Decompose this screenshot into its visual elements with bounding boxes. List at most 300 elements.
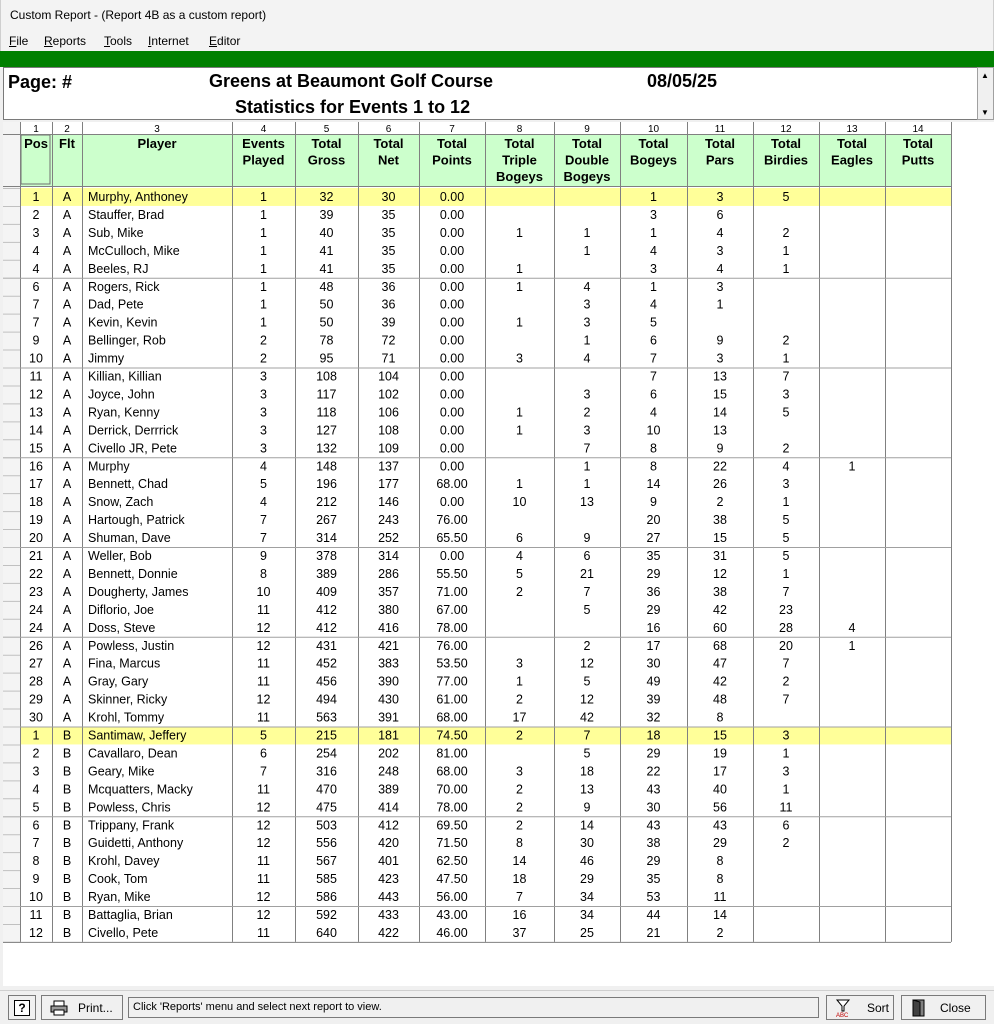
cell-total-triple-bogeys: 1 <box>516 477 523 492</box>
cell-total-triple-bogeys: 4 <box>516 549 523 563</box>
cell-total-net: 35 <box>381 243 396 258</box>
cell-total-net: 443 <box>378 890 399 905</box>
cell-player: Battaglia, Brian <box>88 908 173 922</box>
cell-total-pars: 47 <box>713 656 727 671</box>
cell-total-gross: 254 <box>316 746 337 761</box>
cell-events-played: 5 <box>260 477 267 492</box>
column-number-4: 4 <box>260 124 267 135</box>
cell-total-points: 68.00 <box>436 477 468 492</box>
scroll-down-arrow-icon[interactable]: ▼ <box>981 108 989 117</box>
cell-events-played: 3 <box>260 423 267 438</box>
header-total-putts-line-1: Total <box>902 136 934 151</box>
cell-flight: A <box>62 531 72 546</box>
cell-flight: A <box>62 297 72 312</box>
help-button[interactable] <box>8 995 36 1020</box>
cell-total-gross: 412 <box>316 620 337 635</box>
cell-total-points: 0.00 <box>439 261 465 276</box>
cell-player: Killian, Killian <box>88 369 162 384</box>
cell-total-birdies: 3 <box>782 477 790 492</box>
cell-total-pars: 42 <box>713 602 727 617</box>
cell-events-played: 2 <box>260 351 267 366</box>
cell-total-gross: 196 <box>316 477 337 492</box>
cell-player: Mcquatters, Macky <box>88 782 193 797</box>
cell-events-played: 11 <box>257 854 270 869</box>
cell-total-points: 0.00 <box>439 315 465 330</box>
cell-player: Hartough, Patrick <box>88 513 185 528</box>
cell-total-points: 55.50 <box>436 566 468 581</box>
cell-total-birdies: 1 <box>782 495 790 510</box>
cell-total-net: 181 <box>378 728 399 743</box>
cell-total-birdies: 23 <box>779 602 793 617</box>
cell-total-double-bogeys: 3 <box>583 315 591 330</box>
row-selector-strip <box>3 122 20 942</box>
cell-total-bogeys: 29 <box>646 566 661 581</box>
menu-internet[interactable]: Internet <box>148 34 189 48</box>
cell-total-gross: 127 <box>316 423 337 438</box>
cell-total-bogeys: 3 <box>650 207 657 222</box>
cell-total-bogeys: 5 <box>650 315 657 330</box>
column-number-14: 14 <box>912 124 924 135</box>
cell-total-double-bogeys: 2 <box>583 405 591 420</box>
report-header <box>3 67 977 120</box>
cell-total-birdies: 2 <box>782 674 790 689</box>
cell-player: Powless, Chris <box>88 800 171 815</box>
column-number-2: 2 <box>64 124 70 135</box>
cell-total-double-bogeys: 21 <box>580 566 594 581</box>
cell-total-gross: 389 <box>316 566 337 581</box>
cell-total-points: 46.00 <box>436 925 468 940</box>
cell-total-bogeys: 44 <box>646 908 661 922</box>
cell-total-triple-bogeys: 1 <box>516 405 523 420</box>
header-total-net-line-2: Net <box>378 152 399 168</box>
cell-total-double-bogeys: 1 <box>583 477 591 492</box>
cell-total-points: 71.50 <box>436 836 468 851</box>
cell-events-played: 7 <box>260 513 267 528</box>
cell-total-bogeys: 8 <box>650 459 657 474</box>
cell-total-pars: 38 <box>713 584 727 599</box>
cell-total-birdies: 5 <box>782 190 790 204</box>
cell-total-net: 420 <box>378 836 399 851</box>
cell-total-net: 243 <box>378 513 399 528</box>
cell-flight: A <box>62 441 72 456</box>
header-total-bogeys-line-1: Total <box>638 136 669 151</box>
cell-total-pars: 68 <box>713 638 727 653</box>
cell-flight: B <box>62 908 72 922</box>
cell-events-played: 1 <box>260 190 267 204</box>
cell-total-points: 65.50 <box>436 531 468 546</box>
cell-total-bogeys: 1 <box>650 279 657 294</box>
cell-flight: A <box>62 549 72 563</box>
cell-total-net: 416 <box>378 620 399 635</box>
cell-flight: A <box>62 710 72 725</box>
cell-total-net: 252 <box>378 531 399 546</box>
cell-total-bogeys: 4 <box>650 243 657 258</box>
help-icon: ? <box>14 1000 30 1016</box>
column-number-7: 7 <box>449 124 455 135</box>
cell-total-gross: 267 <box>316 513 337 528</box>
cell-player: Weller, Bob <box>88 549 152 563</box>
cell-total-pars: 15 <box>713 728 727 743</box>
cell-total-birdies: 1 <box>782 243 790 258</box>
cell-pos: 15 <box>29 441 43 456</box>
cell-flight: B <box>62 818 72 833</box>
cell-total-double-bogeys: 6 <box>583 549 591 563</box>
cell-events-played: 4 <box>260 495 267 510</box>
cell-player: Dougherty, James <box>88 584 189 599</box>
cell-total-double-bogeys: 34 <box>580 890 594 905</box>
cell-total-birdies: 28 <box>779 620 793 635</box>
cell-total-points: 0.00 <box>439 423 465 438</box>
cell-total-bogeys: 14 <box>646 477 661 492</box>
cell-total-pars: 6 <box>716 207 724 222</box>
cell-player: Sub, Mike <box>88 225 144 240</box>
header-total-pars-line-2: Pars <box>705 152 735 168</box>
cell-total-triple-bogeys: 6 <box>516 531 523 546</box>
cell-pos: 1 <box>32 190 40 204</box>
cell-flight: A <box>62 477 72 492</box>
cell-player: Ryan, Mike <box>88 890 151 905</box>
cell-total-net: 36 <box>381 279 396 294</box>
cell-total-bogeys: 43 <box>646 818 661 833</box>
menu-editor[interactable]: Editor <box>209 34 241 48</box>
cell-total-bogeys: 38 <box>646 836 661 851</box>
cell-total-birdies: 4 <box>782 459 790 474</box>
cell-total-net: 72 <box>381 333 396 348</box>
cell-total-double-bogeys: 1 <box>583 333 591 348</box>
cell-pos: 2 <box>32 746 40 761</box>
cell-total-birdies: 2 <box>782 225 790 240</box>
cell-total-gross: 592 <box>316 908 337 922</box>
header-total-triple-bogeys-line-2: Triple <box>502 152 537 168</box>
cell-total-triple-bogeys: 3 <box>516 351 523 366</box>
menu-tools[interactable]: Tools <box>104 34 133 48</box>
cell-flight: A <box>62 351 72 366</box>
cell-player: Derrick, Derrrick <box>88 423 179 438</box>
cell-total-gross: 456 <box>316 674 337 689</box>
cell-total-pars: 3 <box>716 351 724 366</box>
cell-total-net: 414 <box>378 800 399 815</box>
cell-flight: B <box>62 854 72 869</box>
stats-title: Statistics for Events 1 to 12 <box>235 97 471 117</box>
cell-total-gross: 132 <box>316 441 337 456</box>
cell-events-played: 9 <box>260 549 267 563</box>
cell-total-triple-bogeys: 14 <box>512 854 527 869</box>
cell-total-points: 76.00 <box>436 638 468 653</box>
cell-total-bogeys: 7 <box>650 351 657 366</box>
cell-total-birdies: 7 <box>782 692 790 707</box>
cell-player: Murphy <box>88 459 130 474</box>
cell-total-gross: 215 <box>316 728 337 743</box>
cell-total-points: 0.00 <box>439 333 465 348</box>
cell-flight: B <box>62 800 72 815</box>
cell-total-pars: 19 <box>713 746 727 761</box>
cell-pos: 6 <box>32 279 40 294</box>
cell-pos: 16 <box>29 459 43 474</box>
cell-flight: B <box>62 925 72 940</box>
cell-events-played: 7 <box>260 531 267 546</box>
cell-total-double-bogeys: 25 <box>580 925 594 940</box>
cell-total-gross: 452 <box>316 656 337 671</box>
cell-total-triple-bogeys: 3 <box>516 656 523 671</box>
cell-total-gross: 585 <box>316 872 337 887</box>
cell-total-gross: 314 <box>316 531 337 546</box>
cell-total-triple-bogeys: 1 <box>516 225 523 240</box>
cell-total-net: 430 <box>378 692 399 707</box>
cell-player: Rogers, Rick <box>88 279 160 294</box>
cell-total-net: 35 <box>381 225 396 240</box>
cell-total-points: 69.50 <box>436 818 468 833</box>
cell-total-net: 422 <box>378 925 399 940</box>
cell-total-pars: 14 <box>713 405 727 420</box>
cell-total-gross: 118 <box>316 405 337 420</box>
cell-pos: 4 <box>32 782 40 797</box>
cell-total-gross: 503 <box>316 818 337 833</box>
cell-total-net: 71 <box>381 351 396 366</box>
cell-total-net: 433 <box>378 908 399 922</box>
cell-pos: 7 <box>32 315 40 330</box>
cell-total-gross: 378 <box>316 549 337 563</box>
cell-pos: 27 <box>29 656 43 671</box>
cell-total-eagles: 1 <box>848 459 856 474</box>
cell-total-pars: 8 <box>716 710 724 725</box>
cell-total-points: 70.00 <box>436 782 468 797</box>
cell-total-pars: 31 <box>713 549 727 563</box>
cell-total-pars: 3 <box>716 190 724 204</box>
cell-total-double-bogeys: 9 <box>583 531 591 546</box>
cell-events-played: 6 <box>260 746 267 761</box>
header-total-double-bogeys-line-2: Double <box>564 152 610 168</box>
menu-file[interactable]: File <box>9 34 29 48</box>
cell-total-double-bogeys: 1 <box>583 459 591 474</box>
cell-events-played: 11 <box>257 674 270 689</box>
cell-total-triple-bogeys: 18 <box>512 872 527 887</box>
cell-total-pars: 1 <box>716 297 724 312</box>
cell-flight: A <box>62 279 72 294</box>
cell-player: Beeles, RJ <box>88 261 149 276</box>
header-total-eagles-line-1: Total <box>836 136 868 151</box>
cell-player: Cavallaro, Dean <box>88 746 178 761</box>
cell-pos: 19 <box>29 513 43 528</box>
cell-total-birdies: 1 <box>782 782 790 797</box>
cell-events-played: 5 <box>260 728 267 743</box>
cell-events-played: 12 <box>256 890 271 905</box>
sort-button[interactable] <box>826 995 894 1020</box>
cell-events-played: 12 <box>256 638 271 653</box>
cell-player: Powless, Justin <box>88 638 175 653</box>
cell-total-double-bogeys: 13 <box>580 782 594 797</box>
page-label: Page: # <box>8 72 73 92</box>
cell-total-net: 137 <box>378 459 399 474</box>
cell-total-points: 0.00 <box>439 190 465 204</box>
cell-total-triple-bogeys: 2 <box>516 584 523 599</box>
cell-total-double-bogeys: 5 <box>583 746 591 761</box>
cell-pos: 3 <box>32 764 40 779</box>
cell-flight: A <box>62 674 72 689</box>
cell-total-triple-bogeys: 2 <box>516 692 523 707</box>
cell-total-birdies: 3 <box>782 764 790 779</box>
cell-total-triple-bogeys: 37 <box>512 925 527 940</box>
cell-total-bogeys: 8 <box>650 441 657 456</box>
cell-total-pars: 4 <box>716 261 724 276</box>
header-total-triple-bogeys-line-3: Bogeys <box>496 169 543 184</box>
cell-total-birdies: 1 <box>782 566 790 581</box>
cell-player: Stauffer, Brad <box>88 207 165 222</box>
cell-total-bogeys: 1 <box>650 225 657 240</box>
cell-flight: A <box>62 225 72 240</box>
cell-total-bogeys: 22 <box>646 764 661 779</box>
cell-total-bogeys: 3 <box>650 261 657 276</box>
cell-total-birdies: 1 <box>782 351 790 366</box>
cell-player: Guidetti, Anthony <box>88 836 184 851</box>
cell-total-pars: 13 <box>713 423 727 438</box>
cell-total-bogeys: 53 <box>646 890 661 905</box>
cell-total-net: 389 <box>378 782 399 797</box>
cell-player: Snow, Zach <box>88 495 154 510</box>
cell-total-points: 76.00 <box>436 513 468 528</box>
cell-total-net: 146 <box>378 495 399 510</box>
cell-flight: A <box>62 602 72 617</box>
cell-total-pars: 14 <box>713 908 727 922</box>
cell-pos: 30 <box>29 710 43 725</box>
cell-total-pars: 43 <box>713 818 727 833</box>
close-button[interactable] <box>901 995 986 1020</box>
cell-total-birdies: 5 <box>782 513 790 528</box>
cell-total-birdies: 6 <box>782 818 790 833</box>
column-number-8: 8 <box>516 124 523 135</box>
cell-total-net: 391 <box>378 710 399 725</box>
cell-total-points: 47.50 <box>436 872 468 887</box>
cell-total-bogeys: 7 <box>650 369 657 384</box>
cell-events-played: 11 <box>257 782 270 797</box>
cell-total-gross: 108 <box>316 369 337 384</box>
cell-pos: 17 <box>29 477 43 492</box>
cell-pos: 11 <box>29 369 43 384</box>
cell-events-played: 11 <box>257 925 270 940</box>
print-button[interactable] <box>41 995 123 1020</box>
cell-total-points: 0.00 <box>439 441 465 456</box>
cell-total-triple-bogeys: 1 <box>516 279 523 294</box>
cell-total-pars: 12 <box>713 566 727 581</box>
column-number-12: 12 <box>780 124 792 135</box>
cell-total-double-bogeys: 4 <box>583 351 591 366</box>
cell-total-eagles: 4 <box>848 620 856 635</box>
cell-total-bogeys: 39 <box>646 692 661 707</box>
cell-total-points: 77.00 <box>436 674 468 689</box>
cell-total-bogeys: 9 <box>650 495 657 510</box>
cell-total-double-bogeys: 1 <box>583 225 591 240</box>
cell-player: Bellinger, Rob <box>88 333 166 348</box>
cell-total-double-bogeys: 9 <box>583 800 591 815</box>
cell-total-points: 0.00 <box>439 387 465 402</box>
cell-total-pars: 22 <box>713 459 727 474</box>
cell-total-triple-bogeys: 2 <box>516 818 523 833</box>
cell-total-points: 0.00 <box>439 549 465 563</box>
cell-total-double-bogeys: 42 <box>580 710 594 725</box>
cell-flight: B <box>62 836 72 851</box>
cell-total-points: 62.50 <box>436 854 468 869</box>
cell-pos: 24 <box>29 620 43 635</box>
cell-total-points: 0.00 <box>439 207 465 222</box>
header-events-played-line-1: Events <box>242 136 285 151</box>
cell-player: Cook, Tom <box>88 872 148 887</box>
cell-total-gross: 117 <box>316 387 337 402</box>
cell-pos: 8 <box>32 854 40 869</box>
cell-events-played: 1 <box>260 279 267 294</box>
cell-total-points: 68.00 <box>436 710 468 725</box>
cell-total-net: 35 <box>381 207 396 222</box>
scroll-up-arrow-icon[interactable]: ▲ <box>981 71 989 80</box>
cell-total-triple-bogeys: 1 <box>516 315 523 330</box>
menu-reports[interactable]: Reports <box>44 34 87 48</box>
cell-total-double-bogeys: 3 <box>583 387 591 402</box>
cell-pos: 12 <box>29 387 43 402</box>
cell-total-birdies: 7 <box>782 369 790 384</box>
cell-total-pars: 2 <box>716 495 724 510</box>
cell-flight: A <box>62 423 72 438</box>
cell-total-double-bogeys: 4 <box>583 279 591 294</box>
cell-total-triple-bogeys: 5 <box>516 566 523 581</box>
cell-total-net: 423 <box>378 872 399 887</box>
cell-total-bogeys: 1 <box>650 190 657 204</box>
report-date: 08/05/25 <box>647 71 718 91</box>
header-total-net-line-1: Total <box>373 136 404 151</box>
cell-pos: 5 <box>32 800 40 815</box>
cell-total-triple-bogeys: 16 <box>512 908 527 922</box>
cell-pos: 6 <box>32 818 40 833</box>
cell-flight: B <box>62 782 72 797</box>
cell-total-net: 380 <box>378 602 399 617</box>
cell-total-points: 0.00 <box>439 351 465 366</box>
cell-total-double-bogeys: 1 <box>583 243 591 258</box>
cell-flight: A <box>62 243 72 258</box>
cell-total-birdies: 1 <box>782 261 790 276</box>
column-number-3: 3 <box>154 124 160 135</box>
cell-flight: A <box>62 638 72 653</box>
cell-total-net: 401 <box>378 854 399 869</box>
cell-total-net: 108 <box>378 423 399 438</box>
cell-pos: 18 <box>29 495 43 510</box>
cell-events-played: 1 <box>260 261 267 276</box>
cell-player: Geary, Mike <box>88 764 155 779</box>
cell-total-pars: 56 <box>713 800 727 815</box>
cell-total-triple-bogeys: 7 <box>516 890 523 905</box>
cell-total-pars: 40 <box>713 782 727 797</box>
cell-player: McCulloch, Mike <box>88 243 180 258</box>
cell-total-bogeys: 43 <box>646 782 661 797</box>
print-label: Print... <box>78 1000 113 1015</box>
cell-total-gross: 95 <box>319 351 334 366</box>
cell-total-pars: 38 <box>713 513 727 528</box>
cell-total-bogeys: 21 <box>646 925 661 940</box>
column-number-13: 13 <box>846 124 858 135</box>
header-player-line-1: Player <box>137 136 177 151</box>
cell-pos: 3 <box>32 225 40 240</box>
cell-total-gross: 50 <box>319 297 334 312</box>
cell-total-net: 421 <box>378 638 399 653</box>
cell-pos: 14 <box>29 423 43 438</box>
sort-label: Sort <box>867 1000 890 1015</box>
cell-events-played: 11 <box>257 872 270 887</box>
cell-total-triple-bogeys: 17 <box>512 710 527 725</box>
sort-icon-text: ABC <box>836 1012 849 1018</box>
cell-events-played: 12 <box>256 692 271 707</box>
cell-player: Trippany, Frank <box>88 818 175 833</box>
cell-total-gross: 586 <box>316 890 337 905</box>
cell-total-birdies: 3 <box>782 728 790 743</box>
header-scrollbar[interactable] <box>977 67 994 120</box>
header-total-bogeys-line-2: Bogeys <box>630 152 677 168</box>
report-grid-canvas <box>3 122 994 986</box>
